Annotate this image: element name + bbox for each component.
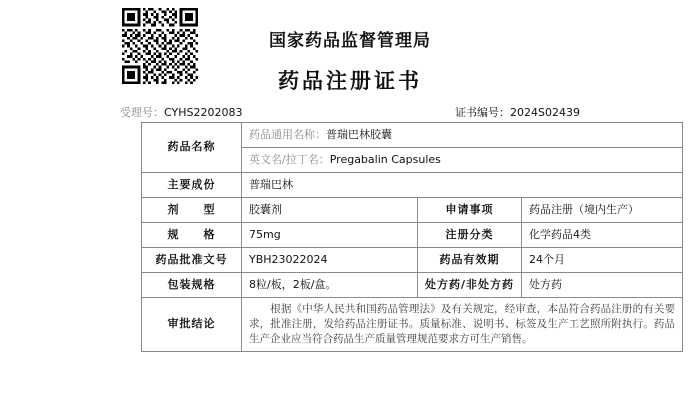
ingredient-value: 普瑞巴林 bbox=[242, 172, 683, 197]
table-row bbox=[142, 272, 683, 297]
dosage-form-value: 胶囊剂 bbox=[242, 197, 418, 222]
table-row bbox=[142, 172, 683, 197]
drug-name-label: 药品名称 bbox=[142, 123, 242, 173]
package-spec-value: 8粒/板，2板/盒。 bbox=[242, 272, 418, 297]
specification-label: 规 格 bbox=[142, 222, 242, 247]
generic-name-key: 药品通用名称： bbox=[249, 128, 326, 141]
certificate-number-label: 证书编号： bbox=[455, 106, 510, 119]
registration-class-label: 注册分类 bbox=[418, 222, 522, 247]
standard-number-value: YBH23022024 bbox=[242, 247, 418, 272]
agency-name: 国家药品监督管理局 bbox=[269, 31, 431, 51]
application-item-value: 药品注册（境内生产） bbox=[522, 197, 683, 222]
document-header bbox=[0, 0, 700, 95]
acceptance-number-value: CYHS2202083 bbox=[164, 106, 243, 119]
table-row bbox=[142, 247, 683, 272]
page-title: 药品注册证书 bbox=[278, 69, 422, 93]
foreign-name-value: Pregabalin Capsules bbox=[329, 152, 441, 166]
specification-value: 75mg bbox=[242, 222, 418, 247]
acceptance-number-label: 受理号： bbox=[120, 106, 164, 119]
certificate-number bbox=[455, 104, 580, 120]
meta-row bbox=[0, 104, 700, 120]
generic-name-value: 普瑞巴林胶囊 bbox=[326, 128, 392, 141]
certificate-table bbox=[141, 122, 683, 352]
table-row bbox=[142, 297, 683, 352]
prescription-type-value: 处方药 bbox=[522, 272, 683, 297]
ingredient-label: 主要成份 bbox=[142, 172, 242, 197]
application-item-label: 申请事项 bbox=[418, 197, 522, 222]
package-spec-label: 包装规格 bbox=[142, 272, 242, 297]
validity-label: 药品有效期 bbox=[418, 247, 522, 272]
table-row bbox=[142, 197, 683, 222]
standard-number-label: 药品批准文号 bbox=[142, 247, 242, 272]
prescription-type-label: 处方药/非处方药 bbox=[418, 272, 522, 297]
table-row bbox=[142, 123, 683, 148]
validity-value: 24个月 bbox=[522, 247, 683, 272]
table-row bbox=[142, 222, 683, 247]
certificate-number-value: 2024S02439 bbox=[510, 106, 580, 119]
dosage-form-label: 剂 型 bbox=[142, 197, 242, 222]
conclusion-text: 根据《中华人民共和国药品管理法》及有关规定，经审查，本品符合药品注册的有关要求，批准注册，发给药品注册证书。质量标准、说明书、标签及生产工艺照所附执行。药品生产企业应当符合药品生产质量管理规范要求方可生产销售。 bbox=[242, 297, 683, 352]
foreign-name-key: 英文名/拉丁名： bbox=[249, 152, 330, 166]
conclusion-label: 审批结论 bbox=[142, 297, 242, 352]
foreign-name-cell bbox=[242, 147, 683, 172]
registration-class-value: 化学药品4类 bbox=[522, 222, 683, 247]
generic-name-cell bbox=[242, 123, 683, 148]
acceptance-number bbox=[120, 104, 242, 120]
